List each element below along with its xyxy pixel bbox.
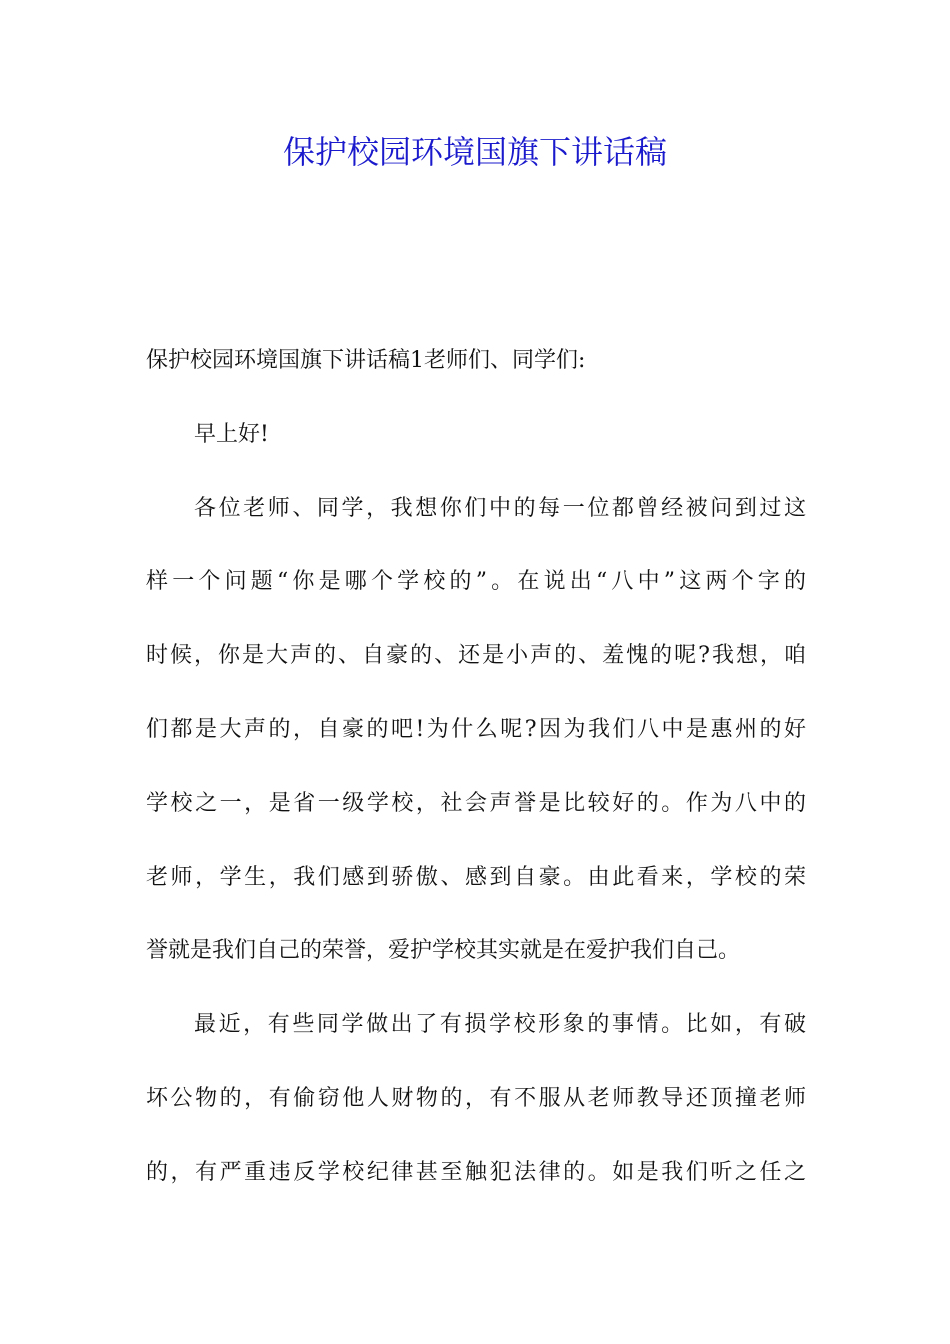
body-line-10: 最近，有些同学做出了有损学校形象的事情。比如，有破 — [194, 1012, 806, 1038]
body-line-9: 誉就是我们自己的荣誉，爱护学校其实就是在爱护我们自己。 — [146, 938, 741, 964]
body-line-5: 时候，你是大声的、自豪的、还是小声的、羞愧的呢?我想，咱 — [146, 643, 806, 669]
body-line-6: 们都是大声的，自豪的吧!为什么呢?因为我们八中是惠州的好 — [146, 716, 806, 742]
body-line-4: 样一个问题“你是哪个学校的”。在说出“八中”这两个字的 — [146, 569, 806, 595]
body-line-8: 老师，学生，我们感到骄傲、感到自豪。由此看来，学校的荣 — [146, 864, 806, 890]
body-line-12: 的，有严重违反学校纪律甚至触犯法律的。如是我们听之任之 — [146, 1159, 806, 1185]
body-line-2: 早上好! — [194, 421, 269, 447]
body-line-7: 学校之一，是省一级学校，社会声誉是比较好的。作为八中的 — [146, 790, 806, 816]
document-title: 保护校园环境国旗下讲话稿 — [282, 133, 667, 171]
body-line-3: 各位老师、同学，我想你们中的每一位都曾经被问到过这 — [194, 495, 806, 521]
document-body — [146, 338, 806, 1224]
body-line-11: 坏公物的，有偷窃他人财物的，有不服从老师教导还顶撞老师 — [146, 1085, 806, 1111]
body-line-1: 保护校园环境国旗下讲话稿1老师们、同学们: — [146, 348, 586, 373]
